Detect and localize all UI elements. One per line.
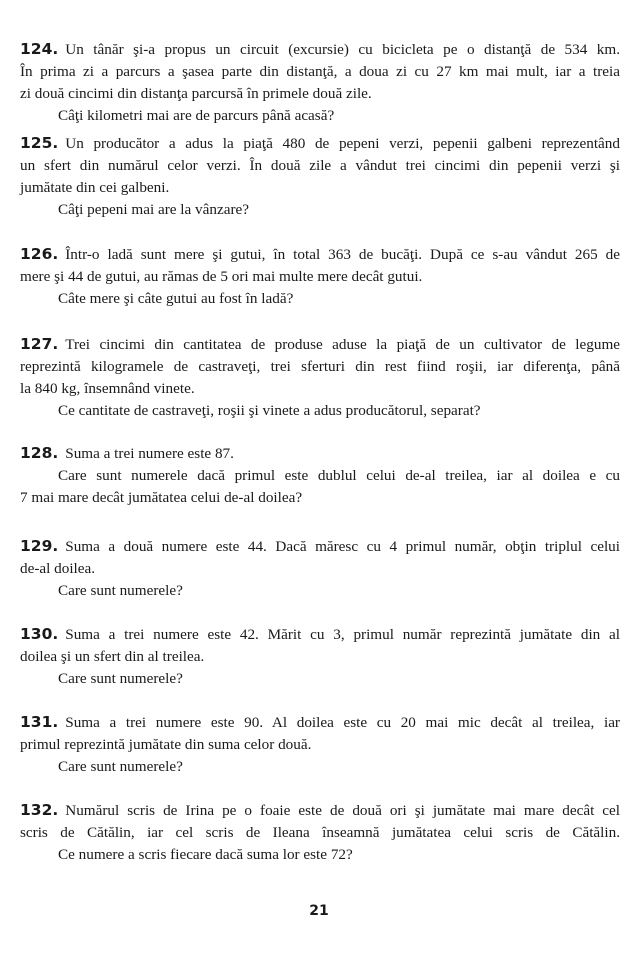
problem-line — [20, 333, 620, 356]
problem-line — [20, 132, 620, 155]
problem-line: În prima zi a parcurs a şasea parte din distanţă, a doua zi cu 27 km mai mult, iar a treia — [20, 63, 620, 80]
problem-line — [20, 711, 620, 734]
problem-question: Ce numere a scris fiecare dacă suma lor este 72? — [58, 846, 353, 863]
problem-line: primul reprezintă jumătate din suma celor două. — [20, 736, 312, 753]
problem-number: 128. — [20, 444, 59, 462]
problem-number: 127. — [20, 335, 59, 353]
problem-line: la 840 kg, însemnând vinete. — [20, 380, 195, 397]
problem-line — [20, 442, 620, 465]
page-number: 21 — [309, 903, 329, 919]
problem-text: Suma a trei numere este 90. Al doilea este cu 20 mai mic decât al treilea, iar — [65, 714, 620, 731]
problem-line — [20, 38, 620, 61]
question-text: Care sunt numerele dacă primul este dublul celui de-al treilea, iar al doilea e cu — [58, 467, 620, 484]
problem-text: Suma a trei numere este 87. — [65, 445, 234, 462]
problem-question: Care sunt numerele? — [58, 582, 183, 599]
problem-line — [20, 243, 620, 266]
problem-number: 131. — [20, 713, 59, 731]
problem-131 — [20, 711, 620, 778]
problem-number: 130. — [20, 625, 59, 643]
problem-line: jumătate din cei galbeni. — [20, 179, 170, 196]
problem-question: 7 mai mare decât jumătatea celui de-al doilea? — [20, 489, 303, 506]
problem-question — [20, 465, 620, 487]
problem-number: 132. — [20, 801, 59, 819]
problem-question: Câţi pepeni mai are la vânzare? — [58, 201, 250, 218]
problem-132 — [20, 799, 620, 866]
problem-text: Într-o ladă sunt mere şi gutui, în total 363 de bucăţi. După ce s-au vândut 265 de — [65, 246, 620, 263]
problem-130 — [20, 623, 620, 690]
problem-text: Trei cincimi din cantitatea de produse aduse la piaţă de un cultivator de legume — [65, 336, 620, 353]
problem-line: zi două cincimi din distanţa parcursă în primele două zile. — [20, 85, 372, 102]
problem-question: Ce cantitate de castraveţi, roşii şi vinete a adus producătorul, separat? — [58, 402, 481, 419]
problem-line: reprezintă kilogramele de castraveţi, trei sferturi din rest fiind roşii, iar diferenţa, până — [20, 358, 620, 375]
problem-question: Care sunt numerele? — [58, 670, 183, 687]
problem-line: doilea şi un sfert din al treilea. — [20, 648, 205, 665]
problem-128 — [20, 442, 620, 509]
problem-text: Suma a două numere este 44. Dacă măresc cu 4 primul număr, obţin triplul celui — [65, 538, 620, 555]
problem-125 — [20, 132, 620, 221]
problem-text: Suma a trei numere este 42. Mărit cu 3, primul număr reprezintă jumătate din al — [65, 626, 620, 643]
problem-text: Un producător a adus la piaţă 480 de pepeni verzi, pepenii galbeni reprezentând — [65, 135, 620, 152]
problem-number: 124. — [20, 40, 59, 58]
problem-question: Câte mere şi câte gutui au fost în ladă? — [58, 290, 294, 307]
problem-number: 129. — [20, 537, 59, 555]
problem-question: Care sunt numerele? — [58, 758, 183, 775]
problem-line — [20, 535, 620, 558]
problem-text: Un tânăr şi-a propus un circuit (excursie) cu bicicleta pe o distanţă de 534 km. — [65, 41, 620, 58]
problem-text: Numărul scris de Irina pe o foaie este de două ori şi jumătate mai mare decât cel — [65, 802, 620, 819]
problem-question: Câţi kilometri mai are de parcurs până acasă? — [58, 107, 335, 124]
problem-number: 125. — [20, 134, 59, 152]
problem-124 — [20, 38, 620, 127]
problem-129 — [20, 535, 620, 602]
problem-line: de-al doilea. — [20, 560, 96, 577]
problem-line: mere şi 44 de gutui, au rămas de 5 ori mai multe mere decât gutui. — [20, 268, 423, 285]
problem-line: scris de Cătălin, iar cel scris de Ileana înseamnă jumătatea celui scris de Cătălin. — [20, 824, 620, 841]
problem-line — [20, 623, 620, 646]
problem-126 — [20, 243, 620, 310]
problem-127 — [20, 333, 620, 422]
problem-line: un sfert din numărul celor verzi. În două zile a vândut trei cincimi din pepenii verzi şi — [20, 157, 620, 174]
problem-number: 126. — [20, 245, 59, 263]
problem-line — [20, 799, 620, 822]
